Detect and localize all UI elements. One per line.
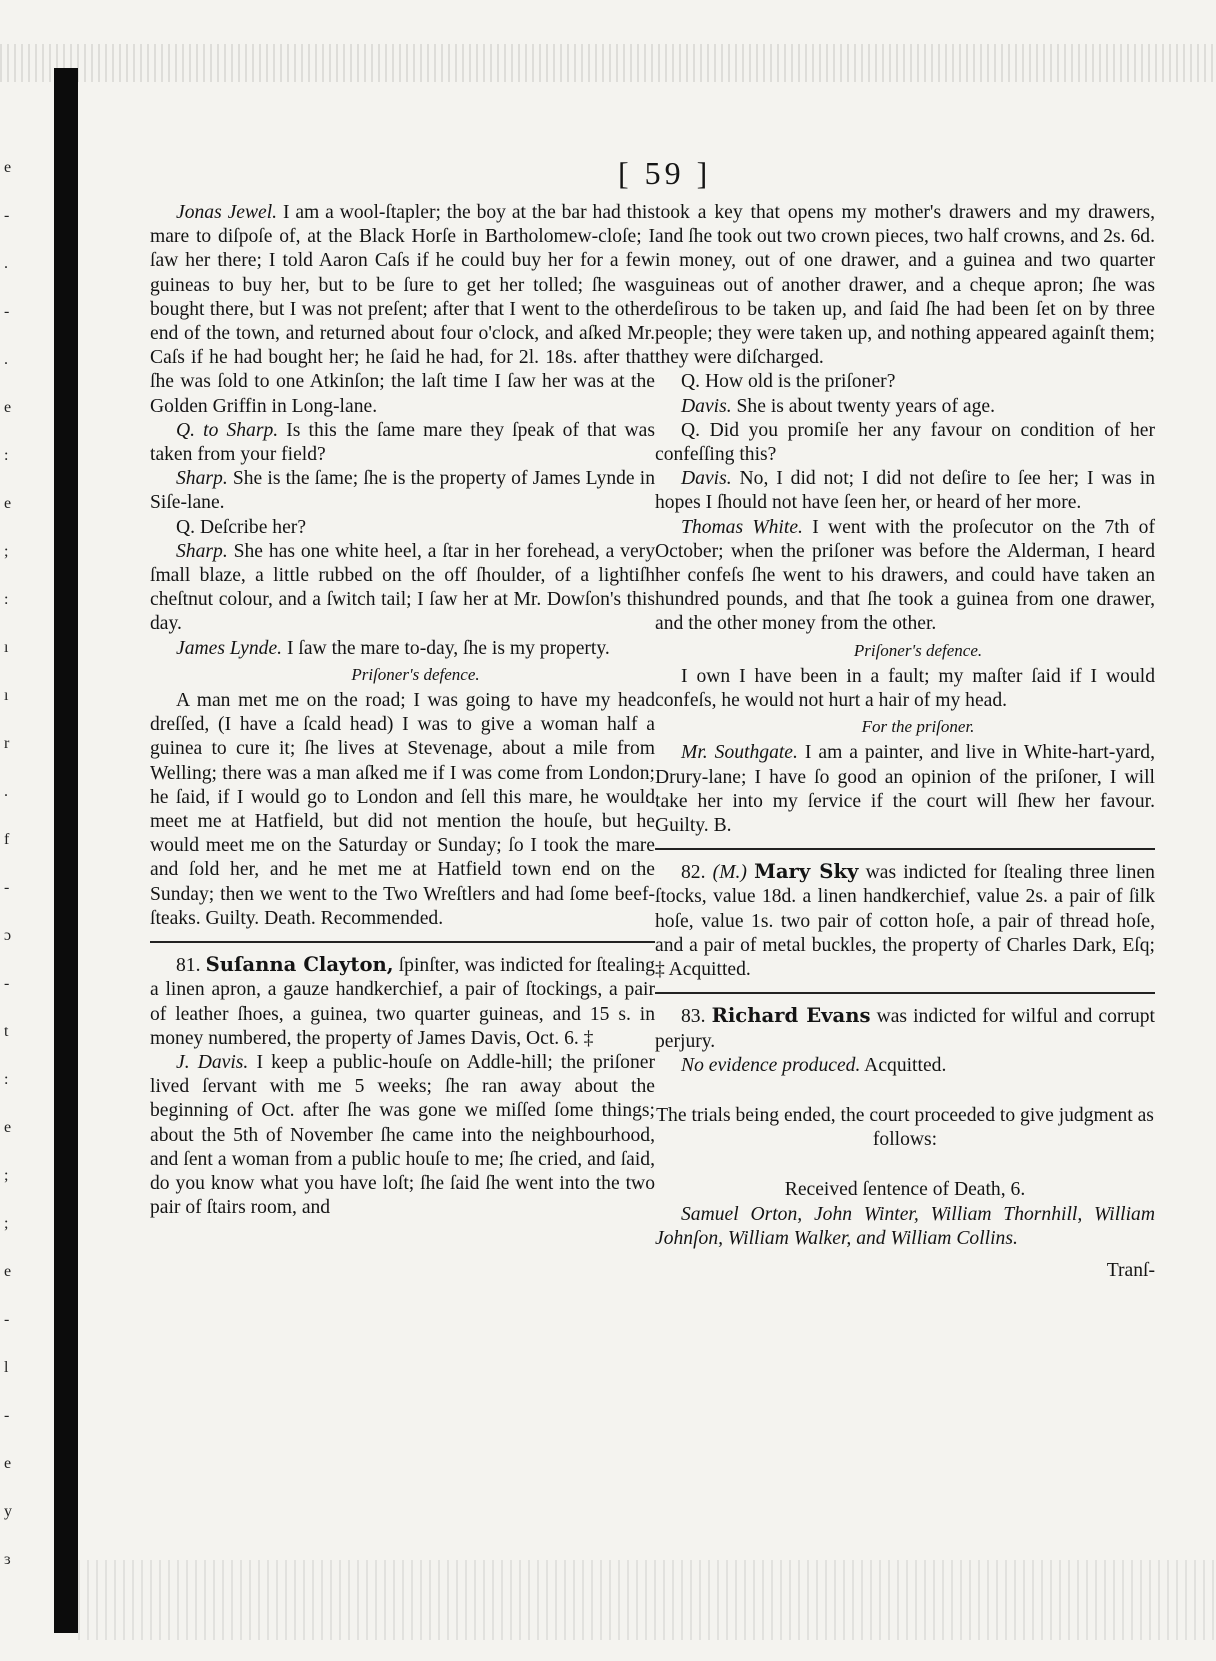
edge-character: : — [4, 591, 9, 608]
testimony-paragraph — [655, 370, 1155, 394]
paragraph-text: was indicted for wilful and corrupt perjury. — [655, 1006, 1155, 1052]
testimony-paragraph — [150, 1051, 655, 1220]
scan-noise-bottom — [78, 1560, 1216, 1640]
testimony-paragraph — [655, 741, 1155, 838]
testimony-paragraph — [655, 395, 1155, 419]
defendant-name: Suſanna Clayton, — [205, 953, 394, 977]
edge-character: e — [4, 159, 12, 176]
right-column — [655, 201, 1155, 1283]
paragraph-text: No, I did not; I did not deſire to ſee her; I was in hopes I ſhould not have ſeen her, or heard of her more. — [655, 468, 1155, 514]
edge-character: ɔ — [4, 927, 12, 944]
catchword: Tranſ- — [1106, 1259, 1155, 1281]
speaker-name: Davis. — [681, 395, 732, 417]
edge-character: . — [4, 783, 8, 800]
edge-character: r — [4, 735, 10, 752]
case-entry — [150, 953, 655, 1051]
edge-character: e — [4, 1119, 12, 1136]
edge-character: ; — [4, 1215, 9, 1232]
speaker-name: Davis. — [681, 468, 732, 490]
edge-character: ı — [4, 639, 9, 656]
testimony-paragraph — [150, 201, 655, 419]
centered-text: The trials being ended, the court proceeded to give judgment as follows: — [656, 1104, 1154, 1151]
defendant-name: Richard Evans — [711, 1004, 871, 1028]
paragraph-text: I keep a public-houſe on Addle-hill; the priſoner lived ſervant with me 5 weeks; ſhe ran away about the beginning of Oct. after ſhe was gone we miſſed ſome things; about the 5th of November ſhe came into the neighbourhood, and ſent a woman from a public houſe to me; ſhe cried, and ſaid, do you know what you have loſt; ſhe ſaid ſhe went into the two pair of ſtairs room, and — [150, 1051, 655, 1219]
paragraph-text: took a key that opens my mother's drawers and my drawers, and ſhe took out two crown pieces, two half crowns, and 2s. 6d. in money, out of one drawer, and a guinea and two quarter guineas out of another drawer, and a cheque apron; ſhe was deſirous to be taken up, and ſaid ſhe had been ſet on by three people; they were taken up, and nothing appeared againſt them; they were diſcharged. — [655, 202, 1155, 369]
paragraph-text: She has one white heel, a ſtar in her forehead, a very ſmall blaze, a little rubbed on the off ſhoulder, of a lightiſh cheſtnut colour, and a ſwitch tail; I ſaw her at Mr. Dowſon's this day. — [150, 540, 655, 635]
scan-noise-top — [0, 44, 1216, 82]
edge-character: : — [4, 1071, 9, 1088]
speaker-name: Sharp. — [176, 468, 228, 490]
edge-character: - — [4, 1311, 10, 1328]
edge-character: . — [4, 255, 8, 272]
paragraph-text: Samuel Orton, John Winter, William Thornhill, William Johnſon, William Walker, and William Collins. — [655, 1203, 1155, 1249]
edge-character: ; — [4, 1167, 9, 1184]
section-heading: Priſoner's defence. — [351, 664, 480, 684]
speaker-name: Thomas White. — [681, 516, 803, 538]
case-entry — [655, 860, 1155, 982]
testimony-paragraph — [150, 689, 655, 931]
case-number: 81. — [176, 955, 201, 977]
edge-character: - — [4, 879, 10, 896]
paragraph-text: I am a wool-ſtapler; the boy at the bar had this mare to diſpoſe of, at the Black Horſe in Bartholomew-cloſe; I ſaw her there; I told Aaron Caſs if he could buy her for a few guineas to buy her, but to be ſure to get her tolled; ſhe was bought there, but I was not preſent; after that I went to the other end of the town, and returned about four o'clock, and aſked Mr. Caſs if he had bought her; he ſaid he had, for 2l. 18s. after that ſhe was ſold to one Atkinſon; the laſt time I ſaw her was at the Golden Griffin in Long-lane. — [150, 202, 655, 417]
testimony-paragraph — [150, 419, 655, 467]
testimony-paragraph — [655, 467, 1155, 515]
edge-character: l — [4, 1359, 9, 1376]
testimony-paragraph — [655, 516, 1155, 637]
paragraph-text: Q. How old is the priſoner? — [681, 371, 896, 393]
section-divider — [655, 848, 1155, 850]
edge-character: e — [4, 399, 12, 416]
paragraph-text: No evidence produced. — [681, 1054, 861, 1076]
edge-character: e — [4, 495, 12, 512]
page-number: [ 59 ] — [618, 155, 712, 191]
edge-character: ; — [4, 543, 9, 560]
paragraph-text: Q. Deſcribe her? — [176, 516, 307, 538]
testimony-paragraph — [655, 1054, 1155, 1078]
section-heading: Priſoner's defence. — [853, 640, 983, 660]
edge-character: f — [4, 831, 10, 848]
testimony-paragraph — [655, 419, 1155, 467]
paragraph-text: I went with the proſecutor on the 7th of October; when the priſoner was before the Alderman, I heard her confeſs ſhe went to his drawers, and could have taken an hundred pounds, and that ſhe took a guinea from one drawer, and the other money from the other. — [655, 516, 1156, 635]
paragraph-text: A man met me on the road; I was going to have my head dreſſed, (I have a ſcald head) I was to give a woman half a guinea to cure it; ſhe lives at Stevenage, about a mile from Welling; there was a man aſked me if I was come from London; he ſaid, if I would go to London and ſell this mare, he would meet me at Hatfield, but did not mention the houſe, but he would meet me on the Saturday or Sunday; ſo I took the mare and ſold her, and he met me at Hatfield town end on the Sunday; then we went to the Two Wreſtlers and had ſome beef-ſteaks. Guilty. Death. Recommended. — [150, 690, 655, 929]
defendant-name: Mary Sky — [754, 860, 859, 884]
paragraph-text: Q. Did you promiſe her any favour on condition of her confeſſing this? — [655, 419, 1155, 466]
paragraph-text: She is the ſame; ſhe is the property of James Lynde in Siſe-lane. — [150, 468, 655, 514]
testimony-paragraph — [655, 201, 1155, 370]
speaker-name: Sharp. — [176, 540, 228, 562]
paragraph-text: I own I have been in a fault; my maſter ſaid if I would confeſs, he would not hurt a hair of my head. — [655, 665, 1155, 712]
speaker-name: Q. to Sharp. — [176, 419, 279, 441]
edge-character: . — [4, 351, 8, 368]
verdict-text: Acquitted. — [860, 1054, 947, 1076]
case-number: 82. — [681, 862, 706, 884]
facing-page-edge-text — [0, 160, 30, 1610]
paragraph-text: I am a painter, and live in White-hart-yard, Drury-lane; I have ſo good an opinion of the priſoner, I will take her into my ſervice if the court will ſhew her favour. Guilty. B. — [655, 742, 1155, 837]
edge-character: - — [4, 1407, 10, 1424]
paragraph-text: I ſaw the mare to-day, ſhe is my property. — [286, 637, 610, 659]
paragraph-text: Is this the ſame mare they ſpeak of that was taken from your field? — [150, 419, 655, 466]
testimony-paragraph — [150, 637, 655, 661]
speaker-name: Mr. Southgate. — [681, 742, 798, 764]
edge-character: e — [4, 1263, 12, 1280]
speaker-name: James Lynde. — [176, 637, 283, 659]
edge-character: : — [4, 447, 9, 464]
left-column — [150, 201, 655, 1220]
edge-character: y — [4, 1503, 12, 1520]
testimony-paragraph — [150, 540, 655, 637]
edge-character: e — [4, 1455, 12, 1472]
edge-character: - — [4, 975, 10, 992]
case-number: 83. — [681, 1006, 706, 1028]
edge-character: - — [4, 303, 10, 320]
sessions-mark: (M.) — [712, 862, 747, 884]
paragraph-text: She is about twenty years of age. — [736, 395, 995, 417]
paragraph-text: was indicted for ſtealing three linen ſtocks, value 18d. a linen handkerchief, value 2s. a pair of ſilk hoſe, value 1s. two pair of cotton hoſe, a pair of thread hoſe, and a pair of metal buckles, the property of Charles Dark, Eſq; ‡ Acquitted. — [655, 862, 1155, 981]
edge-character: ı — [4, 687, 9, 704]
testimony-paragraph — [150, 467, 655, 515]
edge-character: t — [4, 1023, 9, 1040]
section-divider — [655, 992, 1155, 994]
testimony-paragraph — [655, 1203, 1155, 1251]
case-entry — [655, 1004, 1155, 1053]
section-divider — [150, 941, 655, 943]
spacer — [655, 1078, 1155, 1104]
centered-text: Received ſentence of Death, 6. — [784, 1179, 1026, 1201]
testimony-paragraph — [655, 665, 1155, 713]
speaker-name: Jonas Jewel. — [176, 202, 278, 223]
edge-character: ɜ — [4, 1551, 11, 1568]
section-heading: For the priſoner. — [861, 717, 975, 737]
paragraph-text: ſpinſter, was indicted for ſtealing a linen apron, a gauze handkerchief, a pair of ſtockings, a pair of leather ſhoes, a guinea, two quarter guineas, and 15 s. in money numbered, the property of James Davis, Oct. 6. ‡ — [150, 955, 655, 1049]
binding-shadow — [54, 68, 78, 1633]
edge-character: - — [4, 207, 10, 224]
spacer — [655, 1152, 1155, 1178]
speaker-name: J. Davis. — [176, 1051, 249, 1073]
testimony-paragraph — [150, 516, 655, 540]
